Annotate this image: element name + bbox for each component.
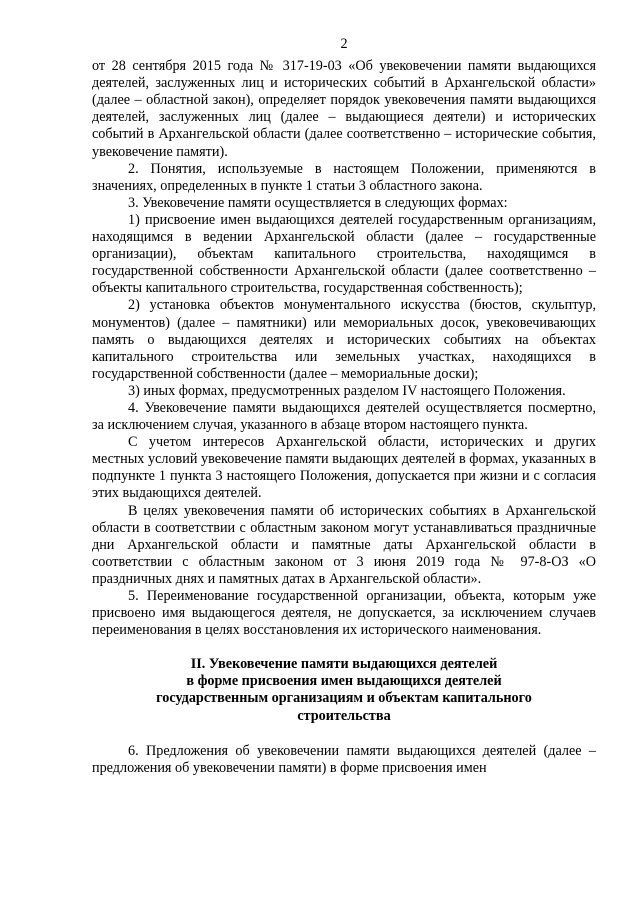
paragraph-subitem-3-2: 2) установка объектов монументального искусства (бюстов, скульптур, монументов) (далее – памятники) или мемориальных досок, увековечивающих память о выдающихся деятелях и исторических событиях на объектах капитального строительства или земельных участках, находящихся в государственной собственности (далее – мемориальные доски); (92, 297, 596, 382)
paragraph-subitem-3-3: 3) иных формах, предусмотренных разделом IV настоящего Положения. (128, 382, 566, 399)
paragraph-item-4-abzac-3: В целях увековечения памяти об исторических событиях в Архангельской области в соответствии с областным законом могут устанавливаться праздничные дни Архангельской области и памятные даты Архангельской области в соответствии с областным законом от 3 июня 2019 года № 97-8-ОЗ «О праздничных днях и памятных датах в Архангельской области». (92, 502, 596, 587)
paragraph-item-5: 5. Переименование государственной организации, объекта, которым уже присвоено имя выдающегося деятеля, не допускается, за исключением случаев переименования в целях восстановления их исторического наименования. (92, 588, 596, 639)
paragraph-subitem-3-1: 1) присвоение имен выдающихся деятелей государственным организациям, находящимся в ведении Архангельской области (далее – государственные организации), объектам капитального строительства, находящимся в государственной собственности Архангельской области (далее соответственно – объекты капитального строительства, государственная собственность); (92, 211, 596, 297)
page-number: 2 (340, 36, 348, 52)
paragraph-item-3: 3. Увековечение памяти осуществляется в следующих формах: (128, 194, 508, 211)
document-page (92, 36, 596, 777)
section-heading: II. Увековечение памяти выдающихся деятелей в форме присвоения имен выдающихся деятелей государственным организациям и объектам капитального строительства (156, 656, 532, 724)
paragraph-item-6: 6. Предложения об увековечении памяти выдающихся деятелей (далее – предложения об увековечении памяти) в форме присвоения имен (92, 742, 596, 776)
paragraph-item-4: 4. Увековечение памяти выдающихся деятелей осуществляется посмертно, за исключением случая, указанного в абзаце втором настоящего пункта. (92, 399, 596, 434)
paragraph-intro-continuation: от 28 сентября 2015 года № 317-19-03 «Об увековечении памяти выдающихся деятелей, заслуженных лиц и исторических событий в Архангельской области» (далее – областной закон), определяет порядок увековечения памяти выдающихся деятелей, заслуженных лиц (далее – выдающиеся деятели) и исторических событий в Архангельской области (далее соответственно – исторические события, увековечение памяти). (92, 58, 596, 160)
paragraph-item-2: 2. Понятия, используемые в настоящем Положении, применяются в значениях, определенных в пункте 1 статьи 3 областного закона. (92, 160, 596, 194)
paragraph-item-4-abzac-2: С учетом интересов Архангельской области, исторических и других местных условий увековечение памяти выдающих деятелей в формах, указанных в подпункте 1 пункта 3 настоящего Положения, допускается при жизни и с согласия этих выдающихся деятелей. (92, 434, 596, 502)
